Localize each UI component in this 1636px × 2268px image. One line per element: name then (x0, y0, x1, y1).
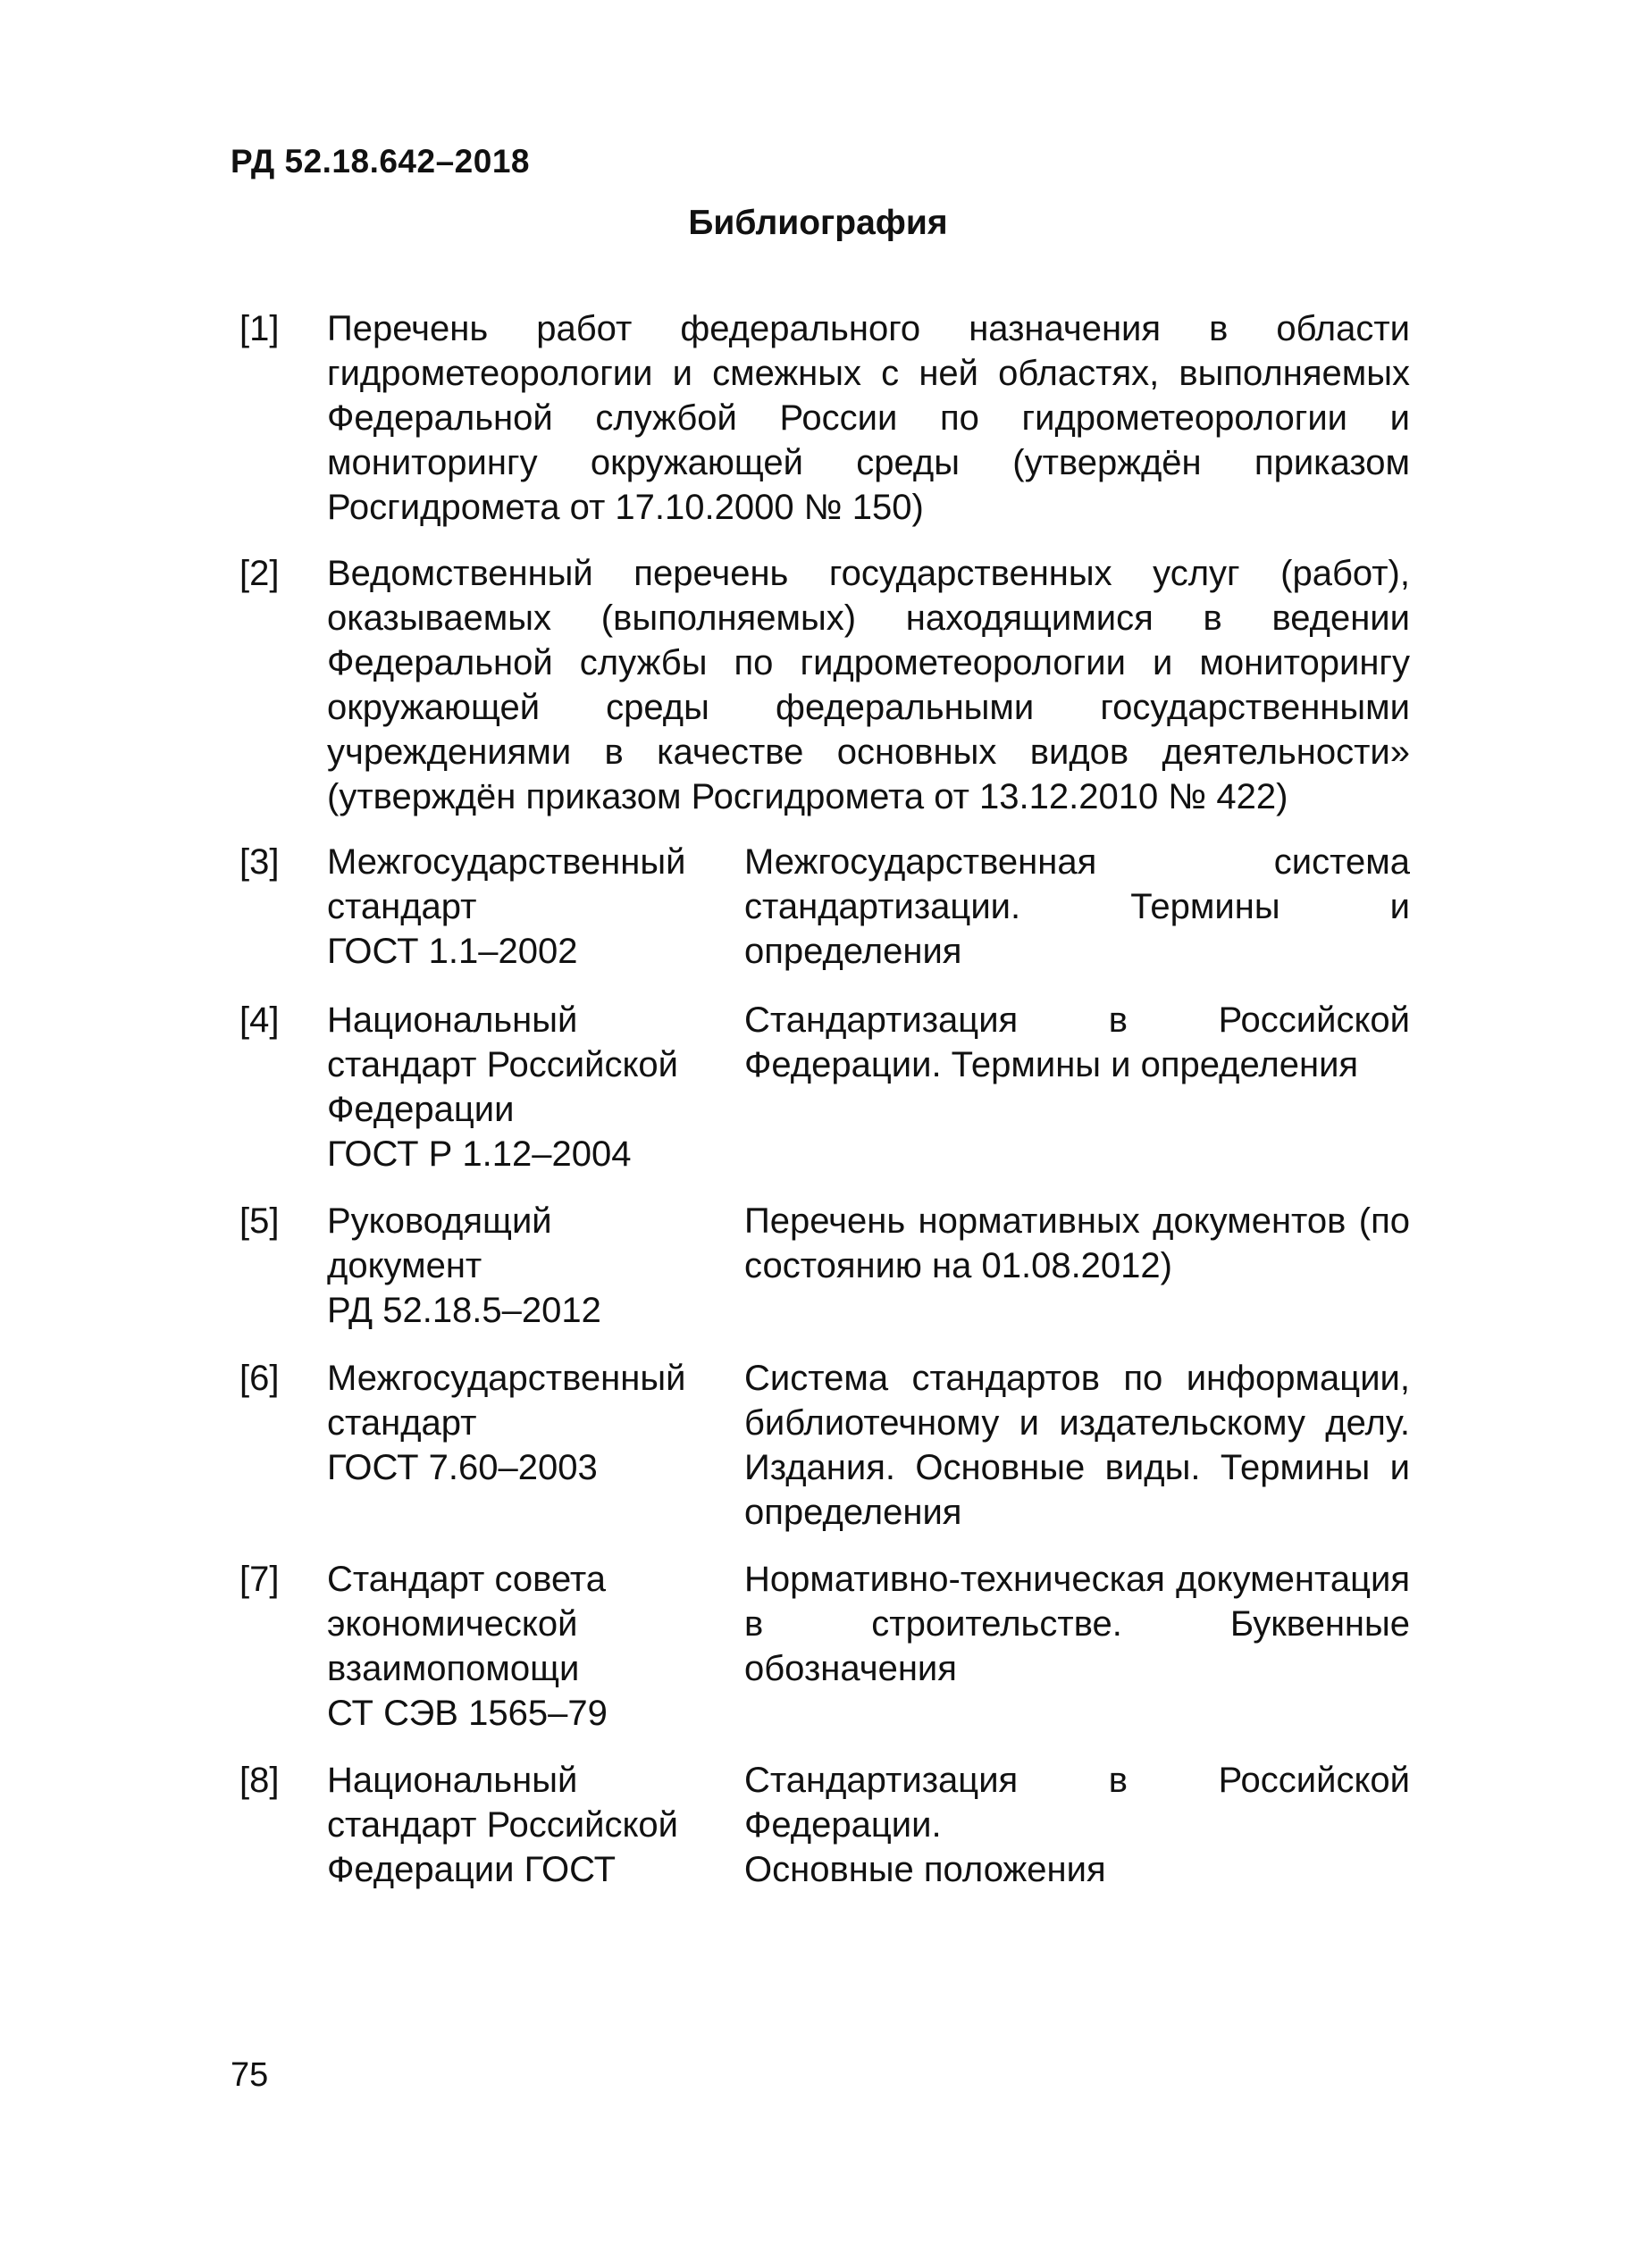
entry-source-line: Федерации (327, 1090, 515, 1129)
entry-number: [5] (239, 1201, 280, 1241)
entry-description: Межгосударственная система стандартизации. Термины и определения (744, 842, 1410, 971)
entry-source-line: Межгосударственный (327, 842, 686, 882)
entry-source-line: экономической (327, 1604, 578, 1644)
entry-number: [2] (239, 554, 280, 593)
entry-description: Стандартизация в Российской Федерации. Термины и определения (744, 1000, 1410, 1084)
entry-source-line: РД 52.18.5–2012 (327, 1291, 601, 1330)
entry-description-line: Основные положения (744, 1850, 1106, 1889)
entry-text: Ведомственный перечень государственных услуг (работ), оказываемых (выполняемых) находящимися в ведении Федеральной службы по гидрометеорологии и мониторингу окружающей среды федеральными государственными учреждениями в качестве основных видов деятельности» (утверждён приказом Росгидромета от 13.12.2010 № 422) (327, 554, 1410, 816)
entry-description: Система стандартов по информации, библиотечному и издательскому делу. Издания. Основные виды. Термины и определения (744, 1359, 1410, 1532)
entry-source-line: стандарт (327, 1403, 477, 1443)
entry-source-line: взаимопомощи (327, 1649, 580, 1688)
entry-source (327, 1356, 729, 1490)
entry-text: Перечень работ федерального назначения в области гидрометеорологии и смежных с ней областях, выполняемых Федеральной службой России по гидрометеорологии и мониторингу окружающей среды (утверждён приказом Росгидромета от 17.10.2000 № 150) (327, 309, 1410, 527)
entry-description: Нормативно-техническая документация в строительстве. Буквенные обозначения (744, 1560, 1410, 1688)
page-number: 75 (231, 2056, 269, 2094)
entry-source (327, 1199, 729, 1333)
document-code: РД 52.18.642–2018 (231, 143, 530, 180)
entry-description-line: Стандартизация в Российской Федерации. (744, 1761, 1410, 1845)
bibliography-entry (239, 306, 1410, 530)
bibliography-entry (239, 1758, 1410, 1892)
entry-number: [7] (239, 1560, 280, 1599)
entry-source-line: Национальный (327, 1000, 578, 1040)
entry-source (327, 998, 729, 1176)
entry-number: [3] (239, 842, 280, 882)
entry-source (327, 840, 729, 974)
entry-source-line: Федерации ГОСТ (327, 1850, 617, 1889)
bibliography-entry (239, 840, 1410, 974)
entry-number: [8] (239, 1761, 280, 1800)
entry-number: [1] (239, 309, 280, 348)
entry-number: [4] (239, 1000, 280, 1040)
entry-source-line: ГОСТ Р 1.12–2004 (327, 1134, 632, 1174)
bibliography-entry (239, 998, 1410, 1176)
entry-source-line: ГОСТ 1.1–2002 (327, 932, 578, 971)
entry-source (327, 1758, 729, 1892)
entry-description (744, 1758, 1410, 1892)
bibliography-entry (239, 551, 1410, 819)
entry-source-line: Межгосударственный (327, 1359, 686, 1398)
entry-source (327, 1557, 729, 1736)
bibliography-entry (239, 1356, 1410, 1535)
bibliography-entry (239, 1557, 1410, 1736)
page-title: Библиография (688, 204, 948, 242)
entry-source-line: СТ СЭВ 1565–79 (327, 1694, 608, 1733)
entry-source-line: Стандарт совета (327, 1560, 607, 1599)
entry-source-line: стандарт (327, 887, 477, 926)
entry-source-line: Руководящий (327, 1201, 552, 1241)
entry-source-line: стандарт Российской (327, 1805, 678, 1845)
entry-source-line: Национальный (327, 1761, 578, 1800)
bibliography-entry (239, 1199, 1410, 1333)
entry-number: [6] (239, 1359, 280, 1398)
entry-description: Перечень нормативных документов (по состоянию на 01.08.2012) (744, 1201, 1410, 1285)
entry-source-line: документ (327, 1246, 482, 1285)
entry-source-line: стандарт Российской (327, 1045, 678, 1084)
entry-source-line: ГОСТ 7.60–2003 (327, 1448, 598, 1487)
